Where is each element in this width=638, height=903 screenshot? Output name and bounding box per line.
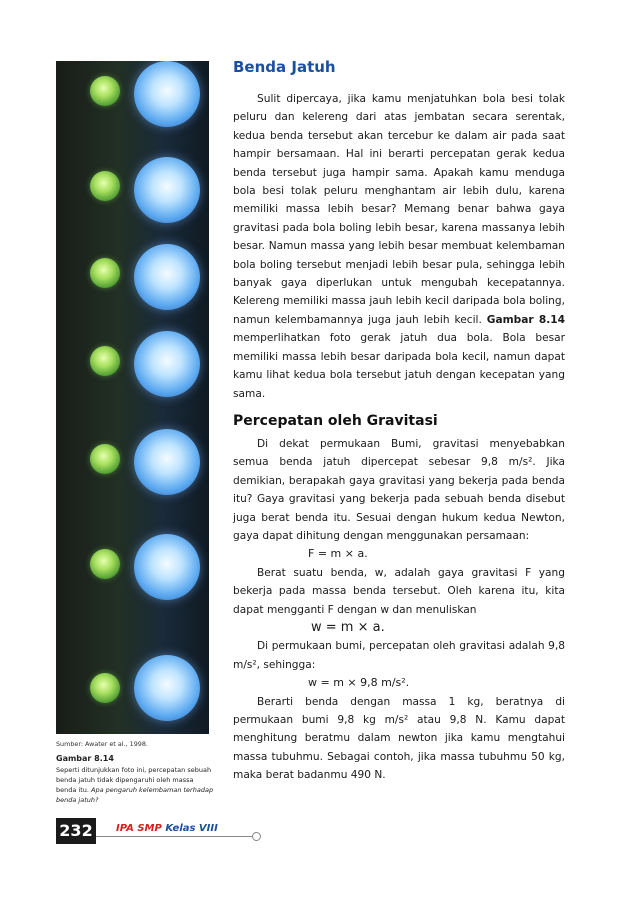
caption-question: Apa pengaruh kelembaman terhadap benda jatuh? bbox=[56, 786, 214, 804]
large-ball bbox=[134, 429, 200, 495]
large-ball bbox=[134, 157, 200, 223]
small-ball bbox=[90, 673, 120, 703]
brand-kelas: Kelas VIII bbox=[165, 823, 218, 834]
small-ball bbox=[90, 76, 120, 106]
equation: w = m × a. bbox=[311, 619, 385, 635]
large-ball bbox=[134, 244, 200, 310]
small-ball bbox=[90, 346, 120, 376]
figure-caption bbox=[56, 765, 214, 805]
caption-text: Seperti ditunjukkan foto ini, percepatan sebuah benda jatuh tidak dipengaruhi oleh massa benda itu. bbox=[56, 766, 212, 794]
main-text-column bbox=[233, 58, 565, 785]
paragraph: Berat suatu benda, w, adalah gaya gravitasi F yang bekerja pada massa benda tersebut. Oleh karena itu, kita dapat mengganti F dengan w dan menuliskan bbox=[233, 566, 565, 616]
equation: w = m × 9,8 m/s². bbox=[308, 676, 410, 690]
paragraph: Di permukaan bumi, percepatan oleh gravitasi adalah 9,8 m/s², sehingga: bbox=[233, 640, 565, 671]
paragraph-text: memperlihatkan foto gerak jatuh dua bola. Bola besar memiliki massa lebih besar daripada bola kecil, namun dapat kamu lihat kedua bola tersebut jatuh dengan kecepatan yang sama. bbox=[233, 332, 565, 400]
figure-source: Sumber: Awater et al., 1998. bbox=[56, 740, 148, 748]
small-ball bbox=[90, 171, 120, 201]
falling-balls-photo bbox=[56, 61, 209, 734]
paragraph: Di dekat permukaan Bumi, gravitasi menyebabkan semua benda jatuh dipercepat sebesar 9,8 m/s². Jika demikian, berapakah gaya gravitasi yang bekerja pada benda itu? Gaya gravitasi yang bekerja pada sebuah benda disebut juga berat benda itu. Sesuai dengan hukum kedua Newton, gaya dapat dihitung dengan menggunakan persamaan: bbox=[233, 437, 565, 542]
brand-ipa-smp: IPA SMP bbox=[116, 823, 162, 834]
paragraph: Berarti benda dengan massa 1 kg, beratnya di permukaan bumi 9,8 kg m/s² atau 9,8 N. Kamu dapat menghitung beratmu dalam newton jika kamu mengtahui massa tubuhmu. Sebagai contoh, jika massa tubuhmu 50 kg, maka berat badanmu 490 N. bbox=[233, 695, 565, 782]
figure-reference: Gambar 8.14 bbox=[486, 313, 565, 326]
footer-rule bbox=[96, 836, 252, 837]
large-ball bbox=[134, 655, 200, 721]
small-ball bbox=[90, 444, 120, 474]
small-ball bbox=[90, 258, 120, 288]
book-brand bbox=[116, 823, 218, 834]
large-ball bbox=[134, 331, 200, 397]
small-ball bbox=[90, 549, 120, 579]
equation: F = m × a. bbox=[308, 547, 368, 561]
section-heading-benda-jatuh: Benda Jatuh bbox=[233, 58, 336, 76]
large-ball bbox=[134, 534, 200, 600]
large-ball bbox=[134, 61, 200, 127]
section-heading-percepatan: Percepatan oleh Gravitasi bbox=[233, 412, 438, 429]
page-number: 232 bbox=[56, 818, 96, 844]
footer-circle bbox=[252, 832, 261, 841]
figure-caption-title: Gambar 8.14 bbox=[56, 754, 114, 763]
paragraph bbox=[233, 90, 565, 403]
paragraph-text: Sulit dipercaya, jika kamu menjatuhkan bola besi tolak peluru dan kelereng dari atas jembatan secara serentak, kedua benda tersebut akan tercebur ke dalam air pada saat hampir bersamaan. Hal ini berarti percepatan gerak kedua benda tersebut juga hampir sama. Apakah kamu menduga bola besi tolak peluru menghantam air lebih dulu, karena memiliki massa lebih besar? Memang benar bahwa gaya gravitasi pada bola boling lebih besar, karena massanya lebih besar. Namun massa yang lebih besar membuat kelembaman bola boling tersebut menjadi lebih besar pula, sehingga lebih banyak gaya diperlukan untuk mengubah kecepatannya. Kelereng memiliki massa jauh lebih kecil daripada bola boling, namun kelembamannya juga jauh lebih kecil. bbox=[233, 93, 565, 326]
